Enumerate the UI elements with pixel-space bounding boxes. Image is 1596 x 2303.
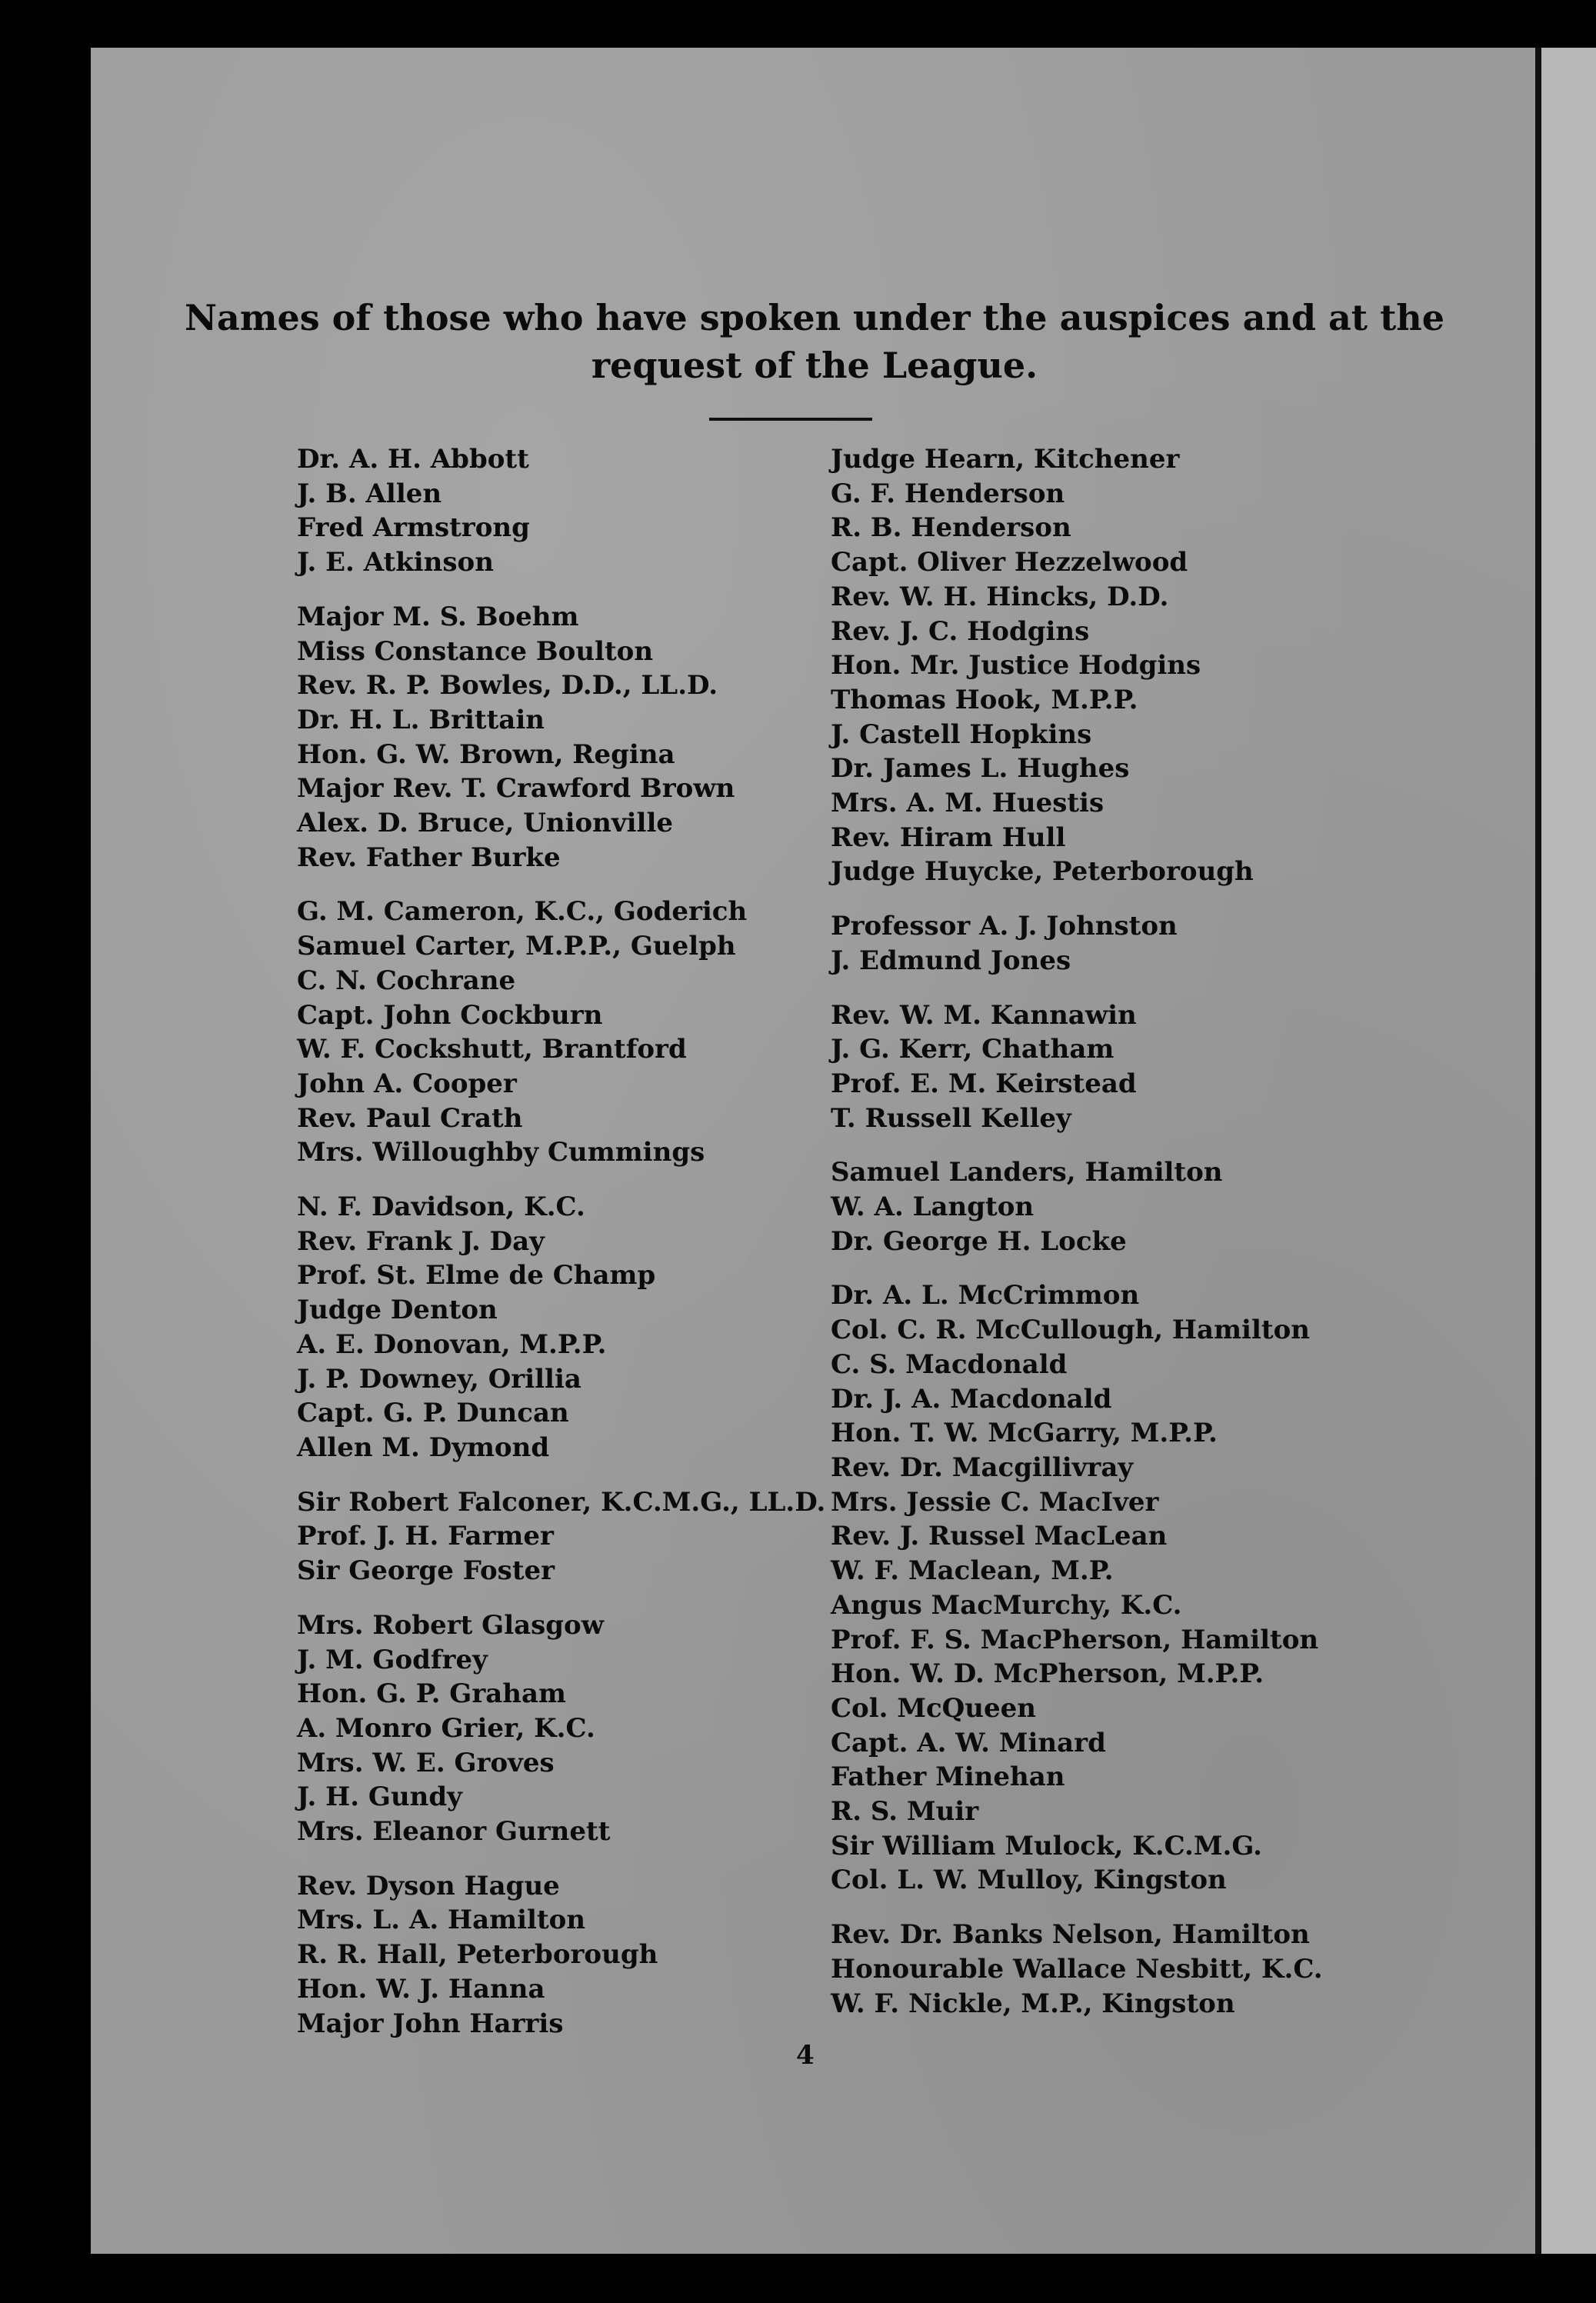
page-number: 4 — [796, 2040, 815, 2071]
speaker-name: Rev. J. Russel MacLean — [831, 1521, 1168, 1552]
name-group — [831, 1155, 1323, 1258]
speaker-name: Mrs. Jessie C. MacIver — [831, 1486, 1159, 1518]
name-group — [297, 1485, 825, 1588]
speaker-name: Hon. G. P. Graham — [297, 1678, 567, 1710]
speaker-name: Rev. W. M. Kannawin — [831, 999, 1137, 1031]
speaker-name: Rev. Frank J. Day — [297, 1225, 545, 1257]
speaker-name: Rev. J. C. Hodgins — [831, 615, 1090, 647]
speaker-name: Capt. John Cockburn — [297, 999, 603, 1031]
speaker-name: W. A. Langton — [831, 1191, 1035, 1223]
speaker-name: Fred Armstrong — [297, 512, 530, 544]
speaker-name: Thomas Hook, M.P.P. — [831, 684, 1138, 715]
speaker-name: Hon. W. D. McPherson, M.P.P. — [831, 1658, 1264, 1690]
adjacent-page-edge — [1541, 48, 1596, 2254]
name-group — [831, 909, 1323, 978]
speaker-name: Mrs. Eleanor Gurnett — [297, 1816, 611, 1848]
speaker-name: Prof. St. Elme de Champ — [297, 1260, 656, 1291]
speaker-name: Professor A. J. Johnston — [831, 911, 1178, 942]
speaker-name: Hon. W. J. Hanna — [297, 1973, 545, 2005]
speaker-name: Dr. H. L. Brittain — [297, 704, 545, 735]
speaker-name: Sir Robert Falconer, K.C.M.G., LL.D. — [297, 1486, 826, 1518]
speaker-name: T. Russell Kelley — [831, 1102, 1071, 1134]
speaker-name: J. P. Downey, Orillia — [297, 1363, 581, 1395]
speaker-name: Judge Huycke, Peterborough — [831, 856, 1254, 888]
speaker-name: A. Monro Grier, K.C. — [297, 1712, 595, 1744]
speaker-name: R. B. Henderson — [831, 512, 1071, 544]
name-group — [831, 998, 1323, 1136]
speaker-name: Col. L. W. Mulloy, Kingston — [831, 1865, 1227, 1896]
speaker-name: J. Edmund Jones — [831, 945, 1071, 976]
speaker-name: Col. C. R. McCullough, Hamilton — [831, 1315, 1310, 1346]
speaker-name: J. G. Kerr, Chatham — [831, 1034, 1115, 1065]
speaker-name: G. M. Cameron, K.C., Goderich — [297, 896, 748, 928]
speaker-name: Capt. A. W. Minard — [831, 1727, 1106, 1758]
speaker-name: Samuel Carter, M.P.P., Guelph — [297, 931, 736, 962]
speaker-name: Rev. W. H. Hincks, D.D. — [831, 581, 1169, 612]
speaker-name: Mrs. A. M. Huestis — [831, 788, 1105, 819]
speaker-name: Dr. James L. Hughes — [831, 753, 1130, 785]
speaker-name: Dr. A. H. Abbott — [297, 444, 529, 475]
speaker-name: Rev. Paul Crath — [297, 1102, 523, 1134]
name-group — [831, 1278, 1323, 1898]
heading-line-1: Names of those who have spoken under the auspices and at the — [184, 297, 1445, 338]
heading-line-2: request of the League. — [591, 345, 1038, 386]
speaker-name: Prof. E. M. Keirstead — [831, 1068, 1137, 1099]
page-heading — [91, 294, 1538, 389]
name-group — [297, 1608, 825, 1849]
speaker-name: R. R. Hall, Peterborough — [297, 1939, 658, 1971]
speaker-name: Allen M. Dymond — [297, 1431, 550, 1463]
speaker-name: J. E. Atkinson — [297, 547, 494, 578]
speaker-name: J. H. Gundy — [297, 1781, 462, 1813]
speaker-name: Rev. R. P. Bowles, D.D., LL.D. — [297, 670, 718, 702]
speaker-name: Hon. T. W. McGarry, M.P.P. — [831, 1418, 1218, 1449]
speaker-name: G. F. Henderson — [831, 478, 1065, 509]
speaker-name: J. M. Godfrey — [297, 1644, 488, 1675]
name-group — [297, 442, 825, 580]
name-group — [831, 1918, 1323, 2021]
speaker-name: Father Minehan — [831, 1761, 1065, 1793]
name-group — [831, 442, 1323, 889]
speaker-name: Major John Harris — [297, 2008, 564, 2039]
speaker-name: John A. Cooper — [297, 1068, 517, 1099]
speaker-name: Sir William Mulock, K.C.M.G. — [831, 1830, 1263, 1861]
name-group — [297, 1869, 825, 2041]
name-group — [297, 895, 825, 1170]
speaker-name: N. F. Davidson, K.C. — [297, 1191, 585, 1223]
speaker-name: Rev. Dyson Hague — [297, 1870, 560, 1901]
speaker-name: Dr. J. A. Macdonald — [831, 1383, 1112, 1415]
speaker-name: C. S. Macdonald — [831, 1348, 1068, 1380]
speaker-name: Mrs. Willoughby Cummings — [297, 1137, 705, 1168]
name-group — [297, 600, 825, 875]
speaker-name: Miss Constance Boulton — [297, 635, 654, 667]
speaker-name: Mrs. W. E. Groves — [297, 1747, 555, 1778]
speaker-name: Major Rev. T. Crawford Brown — [297, 773, 735, 805]
speaker-name: Capt. G. P. Duncan — [297, 1398, 569, 1429]
speaker-name: Mrs. L. A. Hamilton — [297, 1905, 586, 1936]
speaker-name: W. F. Nickle, M.P., Kingston — [831, 1988, 1235, 2019]
right-name-column — [831, 442, 1323, 2041]
speaker-name: W. F. Maclean, M.P. — [831, 1555, 1114, 1587]
speaker-name: J. B. Allen — [297, 478, 442, 509]
speaker-name: Rev. Hiram Hull — [831, 822, 1066, 853]
speaker-name: Capt. Oliver Hezzelwood — [831, 547, 1188, 578]
speaker-name: Major M. S. Boehm — [297, 601, 579, 632]
speaker-name: Rev. Dr. Banks Nelson, Hamilton — [831, 1919, 1310, 1951]
speaker-name: Alex. D. Bruce, Unionville — [297, 808, 674, 839]
speaker-name: Angus MacMurchy, K.C. — [831, 1589, 1182, 1621]
speaker-name: Honourable Wallace Nesbitt, K.C. — [831, 1953, 1323, 1985]
speaker-name: C. N. Cochrane — [297, 965, 516, 996]
speaker-name: Hon. G. W. Brown, Regina — [297, 738, 675, 770]
speaker-name: Prof. J. H. Farmer — [297, 1521, 554, 1552]
heading-divider — [709, 418, 872, 421]
speaker-name: Rev. Father Burke — [297, 842, 561, 873]
speaker-name: Rev. Dr. Macgillivray — [831, 1451, 1134, 1483]
speaker-name: Dr. A. L. McCrimmon — [831, 1280, 1140, 1311]
speaker-name: Prof. F. S. MacPherson, Hamilton — [831, 1624, 1319, 1655]
speaker-name: Judge Denton — [297, 1295, 498, 1326]
speaker-name: J. Castell Hopkins — [831, 718, 1092, 750]
speaker-name: Hon. Mr. Justice Hodgins — [831, 650, 1201, 682]
speaker-name: W. F. Cockshutt, Brantford — [297, 1034, 687, 1065]
left-name-column — [297, 442, 825, 2061]
speaker-name: A. E. Donovan, M.P.P. — [297, 1328, 607, 1360]
speaker-name: R. S. Muir — [831, 1796, 979, 1828]
speaker-name: Col. McQueen — [831, 1692, 1036, 1724]
speaker-name: Dr. George H. Locke — [831, 1225, 1127, 1257]
name-group — [297, 1190, 825, 1465]
speaker-name: Mrs. Robert Glasgow — [297, 1609, 605, 1641]
speaker-name: Judge Hearn, Kitchener — [831, 444, 1180, 475]
speaker-name: Sir George Foster — [297, 1555, 555, 1587]
speaker-name: Samuel Landers, Hamilton — [831, 1157, 1223, 1188]
